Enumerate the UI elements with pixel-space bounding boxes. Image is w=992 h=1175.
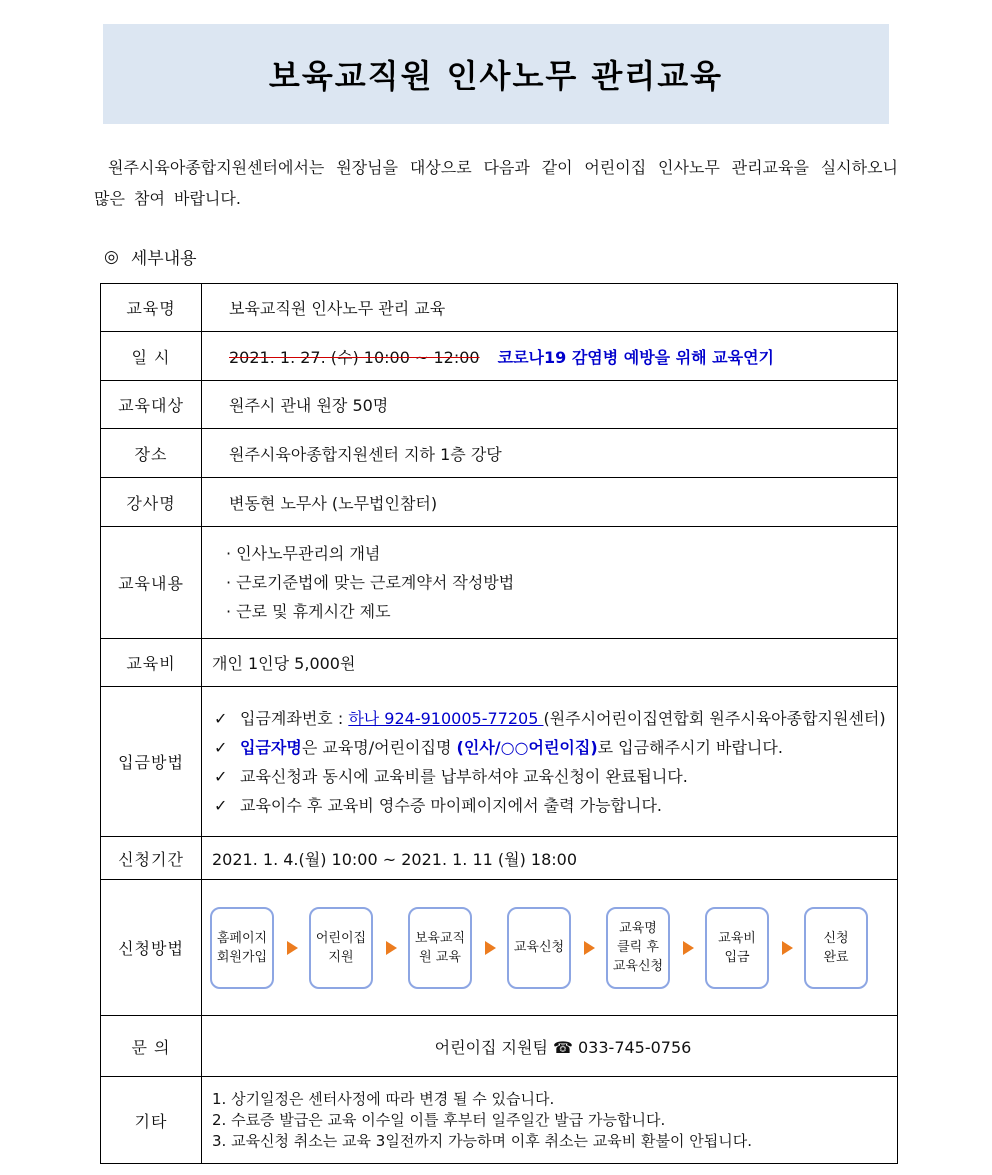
list-item: · 근로기준법에 맞는 근로계약서 작성방법: [226, 573, 515, 592]
list-item: 2. 수료증 발급은 교육 이수일 이틀 후부터 일주일간 발급 가능합니다.: [212, 1110, 666, 1129]
account-prefix: 입금계좌번호 :: [240, 708, 349, 728]
method-label: 신청방법: [101, 880, 202, 1016]
arrow-right-icon: [782, 941, 793, 955]
flow-step-line: 클릭 후: [617, 940, 659, 955]
arrow-right-icon: [683, 941, 694, 955]
flow-step-line: 홈페이지: [216, 930, 268, 946]
row-place: [101, 429, 898, 478]
fee-value: 개인 1인당 5,000원: [202, 639, 898, 687]
list-item: · 인사노무관리의 개념: [226, 544, 381, 563]
arrow-right-icon: [287, 941, 298, 955]
list-item: [214, 733, 889, 762]
payment-list: [202, 704, 897, 820]
flow-step-line: 원 교육: [419, 949, 461, 965]
period-label: 신청기간: [101, 837, 202, 880]
flow-step-line: 완료: [823, 949, 849, 965]
depositor-mid: 은 교육명/어린이집명: [301, 737, 457, 757]
flow-step-line: 교육명: [619, 921, 657, 936]
content-value: [202, 527, 898, 639]
list-item: [214, 704, 889, 733]
etc-label: 기타: [101, 1077, 202, 1164]
flow-step-label: [415, 929, 465, 967]
page-title: 보육교직원 인사노무 관리교육: [268, 57, 724, 95]
instructor-label: 강사명: [101, 478, 202, 527]
flow-step-line: 교육비: [718, 930, 756, 946]
inquiry-value: 어린이집 지원팀 ☎ 033-745-0756: [202, 1016, 898, 1077]
flow-step: [606, 907, 670, 989]
list-item: [214, 762, 889, 791]
content-label: 교육내용: [101, 527, 202, 639]
list-item: [214, 791, 889, 820]
inquiry-label: 문 의: [101, 1016, 202, 1077]
row-period: [101, 837, 898, 880]
arrow-right-icon: [485, 941, 496, 955]
row-inquiry: [101, 1016, 898, 1077]
date-value: [202, 332, 898, 381]
row-content: [101, 527, 898, 639]
course-value: 보육교직원 인사노무 관리 교육: [202, 284, 898, 332]
arrow-right-icon: [584, 941, 595, 955]
flow-step-label: [217, 929, 267, 967]
row-fee: [101, 639, 898, 687]
row-payment: [101, 687, 898, 837]
date-label: 일 시: [101, 332, 202, 381]
instructor-value: 변동현 노무사 (노무법인참터): [202, 478, 898, 527]
section-heading: [104, 244, 197, 269]
method-value: [202, 880, 898, 1016]
check-icon: ✓: [214, 766, 228, 786]
account-holder: (원주시어린이집연합회 원주시육아종합지원센터): [543, 708, 886, 728]
depositor-end: 로 입금해주시기 바랍니다.: [597, 737, 783, 757]
row-course: [101, 284, 898, 332]
flow-step-label: [316, 929, 366, 967]
flow-step: [804, 907, 868, 989]
flow-step-line: 보육교직: [414, 930, 466, 946]
row-etc: [101, 1077, 898, 1164]
check-icon: ✓: [214, 737, 228, 757]
flow-step-line: 신청: [823, 930, 849, 946]
etc-list: [202, 1089, 897, 1152]
flow-step-line: 교육신청: [513, 940, 565, 955]
flow-step: [210, 907, 274, 989]
check-icon: ✓: [214, 708, 228, 728]
flow-step: [408, 907, 472, 989]
etc-value: [202, 1077, 898, 1164]
flow-step-line: 교육신청: [612, 959, 664, 974]
arrow-right-icon: [386, 941, 397, 955]
flow-step-label: [514, 938, 564, 957]
payment-note-1: 교육신청과 동시에 교육비를 납부하셔야 교육신청이 완료됩니다.: [240, 766, 688, 786]
place-label: 장소: [101, 429, 202, 478]
content-list: [212, 539, 897, 626]
application-flow: [202, 907, 897, 989]
payment-value: [202, 687, 898, 837]
section-heading-text: 세부내용: [130, 249, 197, 269]
detail-table: [100, 283, 898, 1164]
row-instructor: [101, 478, 898, 527]
row-method: [101, 880, 898, 1016]
list-item: 1. 상기일정은 센터사정에 따라 변경 될 수 있습니다.: [212, 1089, 555, 1108]
double-circle-icon: ◎: [104, 246, 119, 267]
payment-label: 입금방법: [101, 687, 202, 837]
title-banner: [103, 24, 889, 124]
flow-step-label: [613, 919, 663, 976]
postpone-notice: 코로나19 감염병 예방을 위해 교육연기: [497, 347, 774, 367]
payment-note-2: 교육이수 후 교육비 영수증 마이페이지에서 출력 가능합니다.: [240, 795, 663, 815]
flow-step-line: 어린이집: [315, 930, 367, 946]
target-label: 교육대상: [101, 381, 202, 429]
account-number: 하나 924-910005-77205: [348, 708, 544, 728]
flow-step: [507, 907, 571, 989]
fee-label: 교육비: [101, 639, 202, 687]
flow-step-line: 지원: [328, 949, 354, 965]
flow-step-label: [718, 929, 756, 967]
flow-step-line: 입금: [724, 949, 750, 965]
flow-step: [705, 907, 769, 989]
flow-step: [309, 907, 373, 989]
flow-step-line: 회원가입: [216, 949, 268, 965]
check-icon: ✓: [214, 795, 228, 815]
intro-paragraph: 원주시육아종합지원센터에서는 원장님을 대상으로 다음과 같이 어린이집 인사노무 관리교육을 실시하오니 많은 참여 바랍니다.: [94, 158, 898, 208]
period-value: 2021. 1. 4.(월) 10:00 ~ 2021. 1. 11 (월) 18:00: [202, 837, 898, 880]
row-date: [101, 332, 898, 381]
flow-step-label: [823, 929, 848, 967]
depositor-format: (인사/○○어린이집): [456, 737, 598, 757]
original-date: 2021. 1. 27. (수) 10:00 ~ 12:00: [229, 347, 480, 367]
depositor-label: 입금자명: [240, 737, 302, 757]
list-item: · 근로 및 휴게시간 제도: [226, 602, 391, 621]
place-value: 원주시육아종합지원센터 지하 1층 강당: [202, 429, 898, 478]
row-target: [101, 381, 898, 429]
list-item: 3. 교육신청 취소는 교육 3일전까지 가능하며 이후 취소는 교육비 환불이 안됩니다.: [212, 1131, 752, 1150]
target-value: 원주시 관내 원장 50명: [202, 381, 898, 429]
course-label: 교육명: [101, 284, 202, 332]
